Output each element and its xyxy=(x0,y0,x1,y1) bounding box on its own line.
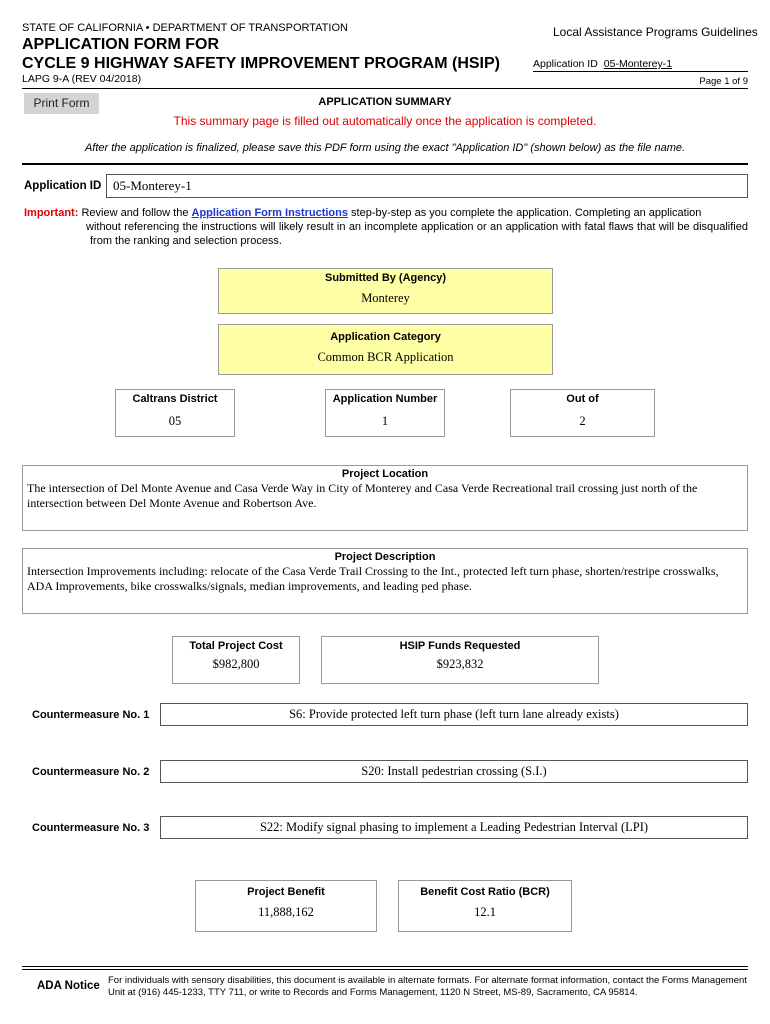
project-description-label: Project Description xyxy=(334,551,436,563)
application-category-box xyxy=(218,324,553,375)
agency-line: STATE OF CALIFORNIA • DEPARTMENT OF TRANSPORTATION xyxy=(22,22,348,34)
footer-divider-top xyxy=(22,966,748,967)
countermeasure-2-label: Countermeasure No. 2 xyxy=(32,766,150,778)
countermeasure-3-field[interactable]: S22: Modify signal phasing to implement a Leading Pedestrian Interval (LPI) xyxy=(160,816,748,839)
header-application-id-value: 05-Monterey-1 xyxy=(603,58,673,70)
application-id-field[interactable]: 05-Monterey-1 xyxy=(106,174,748,198)
important-prefix: Important: xyxy=(24,207,79,219)
countermeasure-1-label: Countermeasure No. 1 xyxy=(32,709,150,721)
instructions-link[interactable]: Application Form Instructions xyxy=(191,207,348,219)
out-of-label: Out of xyxy=(566,393,599,405)
important-text-before: Review and follow the xyxy=(78,207,192,219)
total-project-cost-box xyxy=(172,636,300,684)
summary-note: This summary page is filled out automatically once the application is completed. xyxy=(173,114,597,128)
total-project-cost-value: $982,800 xyxy=(212,657,260,671)
header-application-id-label: Application ID xyxy=(533,58,598,70)
bcr-value: 12.1 xyxy=(474,905,496,919)
application-id-label: Application ID xyxy=(24,180,102,192)
print-form-button[interactable]: Print Form xyxy=(24,93,99,114)
form-title-line1: APPLICATION FORM FOR xyxy=(22,36,220,53)
submitted-by-label: Submitted By (Agency) xyxy=(324,272,446,284)
submitted-by-value: Monterey xyxy=(361,291,410,305)
application-number-value: 1 xyxy=(381,414,389,428)
out-of-value: 2 xyxy=(579,414,586,428)
application-number-box xyxy=(325,389,445,437)
caltrans-district-value: 05 xyxy=(168,414,182,428)
project-benefit-value: 11,888,162 xyxy=(258,905,314,919)
ada-notice-label: ADA Notice xyxy=(37,980,100,992)
project-location-value: The intersection of Del Monte Avenue and Casa Verde Way in City of Monterey and Casa Verde Recreational trail crossing just north of the intersection between Del Monte Avenue and Robertson Ave. xyxy=(27,481,698,510)
application-category-label: Application Category xyxy=(330,331,441,343)
project-location-label: Project Location xyxy=(341,468,429,480)
summary-divider xyxy=(22,163,748,165)
total-project-cost-label: Total Project Cost xyxy=(189,640,283,652)
bcr-label: Benefit Cost Ratio (BCR) xyxy=(420,886,550,898)
guidelines-label: Local Assistance Programs Guidelines xyxy=(553,25,758,39)
form-title-line2: CYCLE 9 HIGHWAY SAFETY IMPROVEMENT PROGRAM (HSIP) xyxy=(22,55,500,72)
header-divider xyxy=(22,88,748,89)
save-instructions: After the application is finalized, please save this PDF form using the exact "Application ID" (shown below) as the file name. xyxy=(84,142,686,154)
project-description-value: Intersection Improvements including: relocate of the Casa Verde Trail Crossing to the Int., protected left turn phase, shorten/restripe crosswalks, ADA Improvements, bike crosswalks/signals, median improvements, and leading ped phase. xyxy=(27,564,719,593)
project-description-box xyxy=(22,548,748,614)
caltrans-district-label: Caltrans District xyxy=(132,393,218,405)
footer-divider-bottom xyxy=(22,969,748,970)
project-benefit-label: Project Benefit xyxy=(247,886,325,898)
application-number-label: Application Number xyxy=(332,393,438,405)
important-text-rest: without referencing the instructions will likely result in an incomplete application or an application with fatal flaws that will be disqualified from the ranking and selection process. xyxy=(86,221,748,247)
important-text-first-line: step-by-step as you complete the application. Completing an application xyxy=(347,207,702,219)
project-benefit-box xyxy=(195,880,377,932)
bcr-box xyxy=(398,880,572,932)
form-revision: LAPG 9-A (REV 04/2018) xyxy=(22,73,142,85)
header-underline xyxy=(533,71,748,72)
page-number: Page 1 of 9 xyxy=(699,76,748,87)
project-location-box xyxy=(22,465,748,531)
ada-notice-text: For individuals with sensory disabilities, this document is available in alternate formats. For alternate format information, contact the Forms Management Unit at (916) 445-1233, TTY 711, or write to Records and Forms Management, 1120 N Street, MS-89, Sacramento, CA 95814. xyxy=(108,975,747,998)
countermeasure-2-field[interactable]: S20: Install pedestrian crossing (S.I.) xyxy=(160,760,748,783)
countermeasure-1-field[interactable]: S6: Provide protected left turn phase (left turn lane already exists) xyxy=(160,703,748,726)
submitted-by-box xyxy=(218,268,553,314)
application-category-value: Common BCR Application xyxy=(317,350,454,364)
countermeasure-3-label: Countermeasure No. 3 xyxy=(32,822,150,834)
important-notice xyxy=(24,206,748,248)
caltrans-district-box xyxy=(115,389,235,437)
hsip-funds-value: $923,832 xyxy=(436,657,484,671)
hsip-funds-label: HSIP Funds Requested xyxy=(399,640,521,652)
hsip-funds-box xyxy=(321,636,599,684)
header-application-id xyxy=(533,58,672,70)
out-of-box xyxy=(510,389,655,437)
summary-title: APPLICATION SUMMARY xyxy=(318,96,452,108)
